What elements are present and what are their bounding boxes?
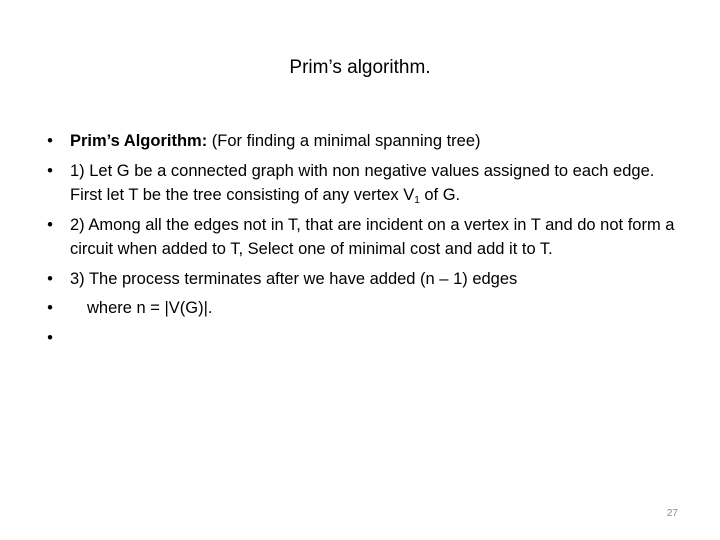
bullet-text: where n = |V(G)|. bbox=[87, 299, 213, 317]
bullet-item-2 bbox=[43, 159, 683, 208]
bullet-text-after: of G. bbox=[419, 186, 461, 204]
bullet-icon: • bbox=[47, 215, 53, 234]
bullet-item-5 bbox=[43, 296, 683, 321]
bullet-icon: • bbox=[47, 132, 53, 150]
bullet-icon: • bbox=[47, 269, 53, 288]
bullet-list bbox=[43, 129, 683, 355]
bullet-text: 3) The process terminates after we have added (n – 1) edges bbox=[70, 269, 518, 288]
bullet-icon: • bbox=[47, 328, 53, 347]
bullet-item-4 bbox=[43, 267, 683, 292]
bullet-item-6 bbox=[43, 326, 683, 351]
page-number: 27 bbox=[666, 508, 678, 519]
bullet-icon: • bbox=[47, 161, 53, 180]
vertex-subscript: 1 bbox=[414, 195, 420, 206]
slide-title: Prim’s algorithm. bbox=[289, 57, 431, 78]
bullet-heading: Prim’s Algorithm: bbox=[70, 132, 208, 150]
bullet-text: (For finding a minimal spanning tree) bbox=[207, 132, 481, 150]
bullet-icon: • bbox=[47, 299, 53, 317]
bullet-text: 2) Among all the edges not in T, that are incident on a vertex in T and do not form a circuit when added to T, Select one of minimal cost and add it to T. bbox=[70, 215, 675, 258]
bullet-text: 1) Let G be a connected graph with non negative values assigned to each edge. First let T be the tree consisting of any vertex V bbox=[70, 161, 655, 204]
bullet-item-1 bbox=[43, 129, 683, 154]
bullet-item-3 bbox=[43, 213, 683, 262]
